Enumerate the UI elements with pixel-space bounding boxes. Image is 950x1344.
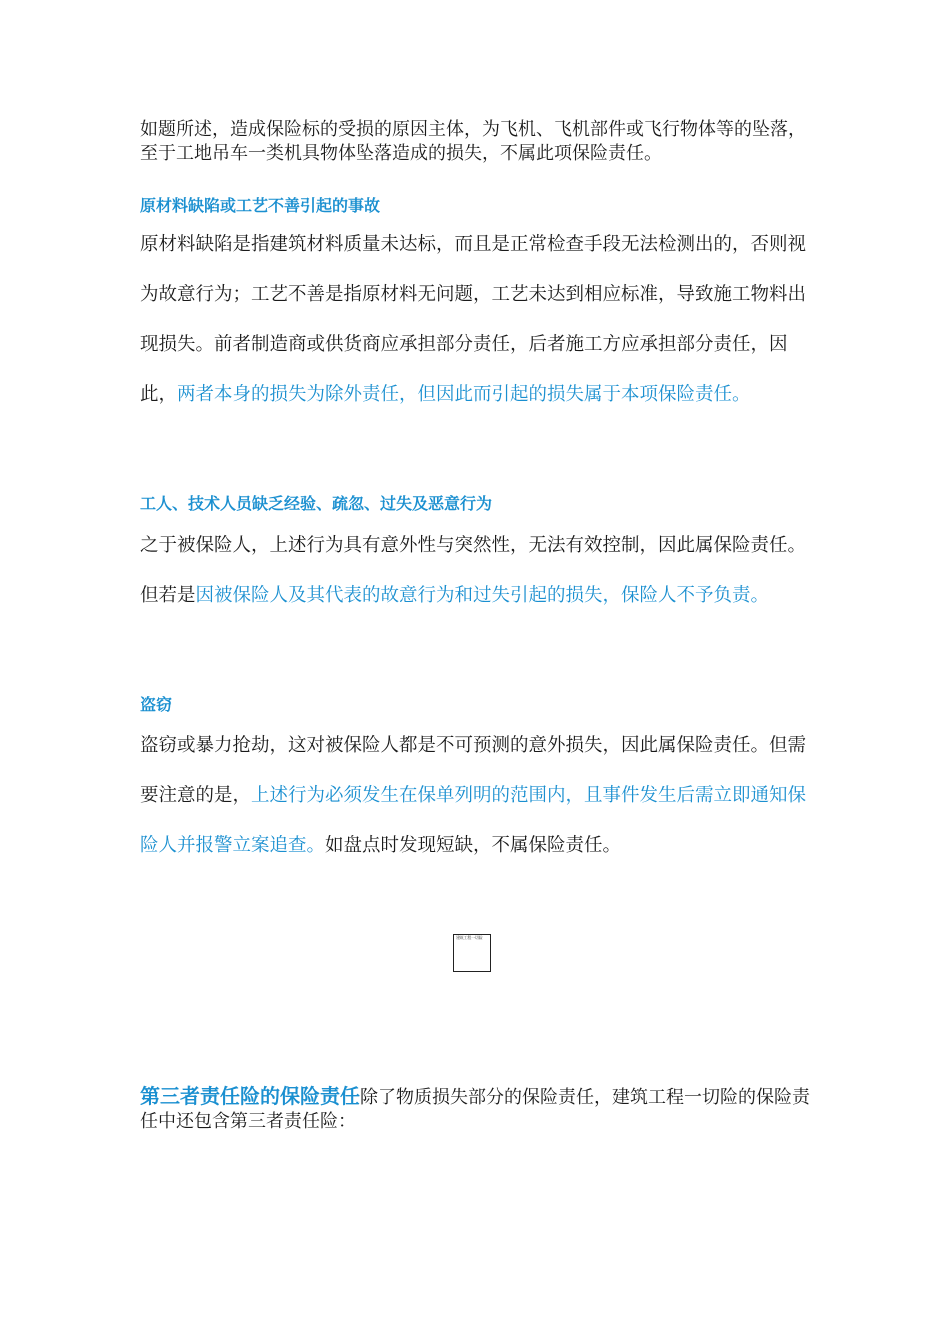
section-heading-worker-negligence: 工人、技术人员缺乏经验、疏忽、过失及恶意行为: [140, 494, 493, 513]
section-body-theft: [140, 721, 810, 871]
section-heading-third-party: 第三者责任险的保险责任: [140, 1084, 360, 1108]
section-heading-theft: 盗窃: [140, 695, 173, 714]
highlight-text: 两者本身的损失为除外责任，但因此而引起的损失属于本项保险责任。: [177, 384, 751, 405]
section-body-worker-negligence: [140, 521, 810, 621]
figure-thumbnail: [453, 934, 491, 972]
highlight-text: 上述行为必须发生在保单列明的范围内，且事件发生后需立即通知保险人并报警立案追查。: [140, 785, 807, 856]
intro-paragraph: 如题所述，造成保险标的受损的原因主体，为飞机、飞机部件或飞行物体等的坠落，至于工地吊车一类机具物体坠落造成的损失，不属此项保险责任。: [140, 119, 806, 164]
body-text: 除了物质损失部分的保险责任，建筑工程一切险的保险责任中还包含第三者责任险：: [140, 1087, 810, 1132]
section-heading-material-defects: 原材料缺陷或工艺不善引起的事故: [140, 196, 381, 215]
highlight-text: 因被保险人及其代表的故意行为和过失引起的损失，保险人不予负责。: [195, 585, 770, 606]
body-text: 之于被保险人，上述行为具有意外性与突然性，无法有效控制，因此属保险责任。但若是: [140, 535, 807, 606]
figure-caption: 建筑工程一切险: [456, 935, 483, 940]
body-text-tail: 如盘点时发现短缺，不属保险责任。: [325, 835, 622, 856]
body-text: 盗窃或暴力抢劫，这对被保险人都是不可预测的意外损失，因此属保险责任。但需要注意的是，: [140, 735, 807, 806]
section-body-material-defects: [140, 220, 810, 420]
third-party-liability-paragraph: [140, 1084, 810, 1134]
body-text: 原材料缺陷是指建筑材料质量未达标，而且是正常检查手段无法检测出的，否则视为故意行为；工艺不善是指原材料无问题，工艺未达到相应标准，导致施工物料出现损失。前者制造商或供货商应承担部分责任，后者施工方应承担部分责任，因此，: [140, 234, 807, 405]
